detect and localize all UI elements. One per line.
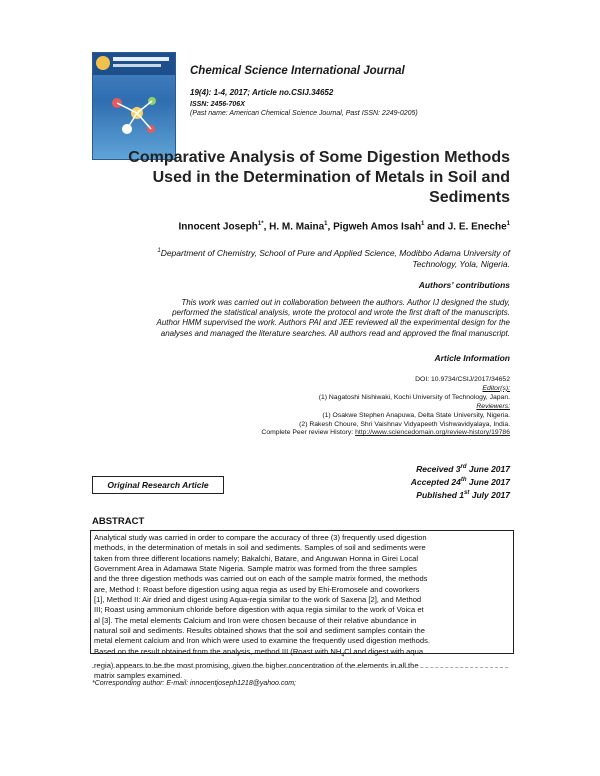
received-date: Received 3rd June 2017 — [416, 463, 510, 474]
author-name: Pigweh Amos Isah — [333, 221, 422, 233]
published-date: Published 1st July 2017 — [416, 489, 510, 500]
article-info — [90, 376, 510, 438]
title-line: Sediments — [429, 189, 510, 206]
article-info-heading: Article Information — [434, 353, 510, 363]
paper-title — [80, 148, 510, 208]
author-list: Innocent Joseph$^{1*}$, H. M. Maina$^1$, Pigweh Amos Isah$^1$ and J. E. Eneche$^1$ — [178, 221, 510, 233]
author-name: H. M. Maina — [269, 221, 325, 233]
title-line: Comparative Analysis of Some Digestion Methods — [128, 149, 510, 166]
reviewers-label: Reviewers: — [476, 402, 510, 410]
journal-logo-icon — [96, 56, 110, 70]
journal-issn: ISSN: 2456-706X — [190, 101, 245, 108]
editor: (1) Nagatoshi Nishiwaki, Kochi University of Technology, Japan. — [318, 393, 510, 401]
journal-name: Chemical Science International Journal — [190, 65, 405, 77]
peer-review-label: Complete Peer review History: — [261, 429, 356, 437]
molecule-illustration-icon — [107, 93, 161, 139]
title-line: Used in the Determination of Metals in Soil and — [152, 169, 510, 186]
author-name: J. E. Eneche — [447, 221, 507, 233]
contributions-text: This work was carried out in collaboration between the authors. Author IJ designed the study, performed the statistical analysis, wrote the protocol and wrote the first draft of the manuscripts. Author HMM supervised the work. Authors PAI and JEE reviewed all the experimental design for the analyses and managed the literature searches. All authors read and approved the final manuscript. — [156, 298, 510, 338]
editors-label: Editor(s): — [482, 384, 510, 392]
reviewer: (1) Osakwe Stephen Anapuwa, Delta State University, Nigeria. — [322, 411, 510, 419]
journal-issue: 19(4): 1-4, 2017; Article no.CSIJ.34652 — [190, 88, 334, 97]
abstract-heading: ABSTRACT — [92, 516, 145, 527]
corresponding-author: *Corresponding author: E-mail: innocentjoseph1218@yahoo.com; — [92, 680, 297, 687]
peer-review-link[interactable]: http://www.sciencedomain.org/review-history/19786 — [355, 429, 510, 437]
publication-dates — [411, 462, 510, 500]
affiliation: $^1$Department of Chemistry, School of Pure and Applied Science, Modibbo Adama University of Technology, Yola, Nigeria. — [157, 247, 510, 269]
article-type-badge: Original Research Article — [92, 476, 224, 494]
accepted-date: Accepted 24th June 2017 — [410, 476, 510, 487]
footnote-divider — [92, 667, 508, 668]
author-name: Innocent Joseph — [178, 221, 258, 233]
abstract-text: Analytical study was carried in order to compare the accuracy of three (3) frequently used digestion methods, in the determination of metals in soil and sediments. Samples of soil and sediments were taken from three different locations namely; Bakalchi, Batare, and Anguwan Honna in Girei Local Government Area in Adamawa State Nigeria. Sample matrix was formed from the three samples and the three digestion methods was carried out on each of the sample matrix formed, the methods are, Method I: Roast before digestion using aqua regia as used by Ehi-Eromosele and coworkers [1], Method II: Air dried and digest using Aqua-regia similar to the work of Saxena [2], and Method III; Roast using ammonium chloride before digestion with aqua regia similar to the work of Voica et al [3]. The metal elements Calcium and Iron were chosen because of their relative abundance in natural soil and sediments. Results obtained shows that the soil and sediment samples contain the metal element calcium and Iron which were used to examine the frequently used digestion methods. Based on the result obtained from the analysis, method III (Roast with $NH_4Cl$ and digest with aqua regia) appears to be the most promising, given the higher concentration of the elements in all the matrix samples examined. — [90, 530, 514, 654]
journal-cover-image — [92, 52, 176, 160]
doi: DOI: 10.9734/CSIJ/2017/34652 — [415, 376, 510, 383]
journal-past-name: (Past name: American Chemical Science Journal, Past ISSN: 2249-0205) — [190, 110, 418, 117]
contributions-heading: Authors’ contributions — [418, 280, 510, 290]
reviewer: (2) Rakesh Choure, Shri Vaishnav Vidyapeeth Vishwavidyalaya, India. — [299, 420, 510, 428]
